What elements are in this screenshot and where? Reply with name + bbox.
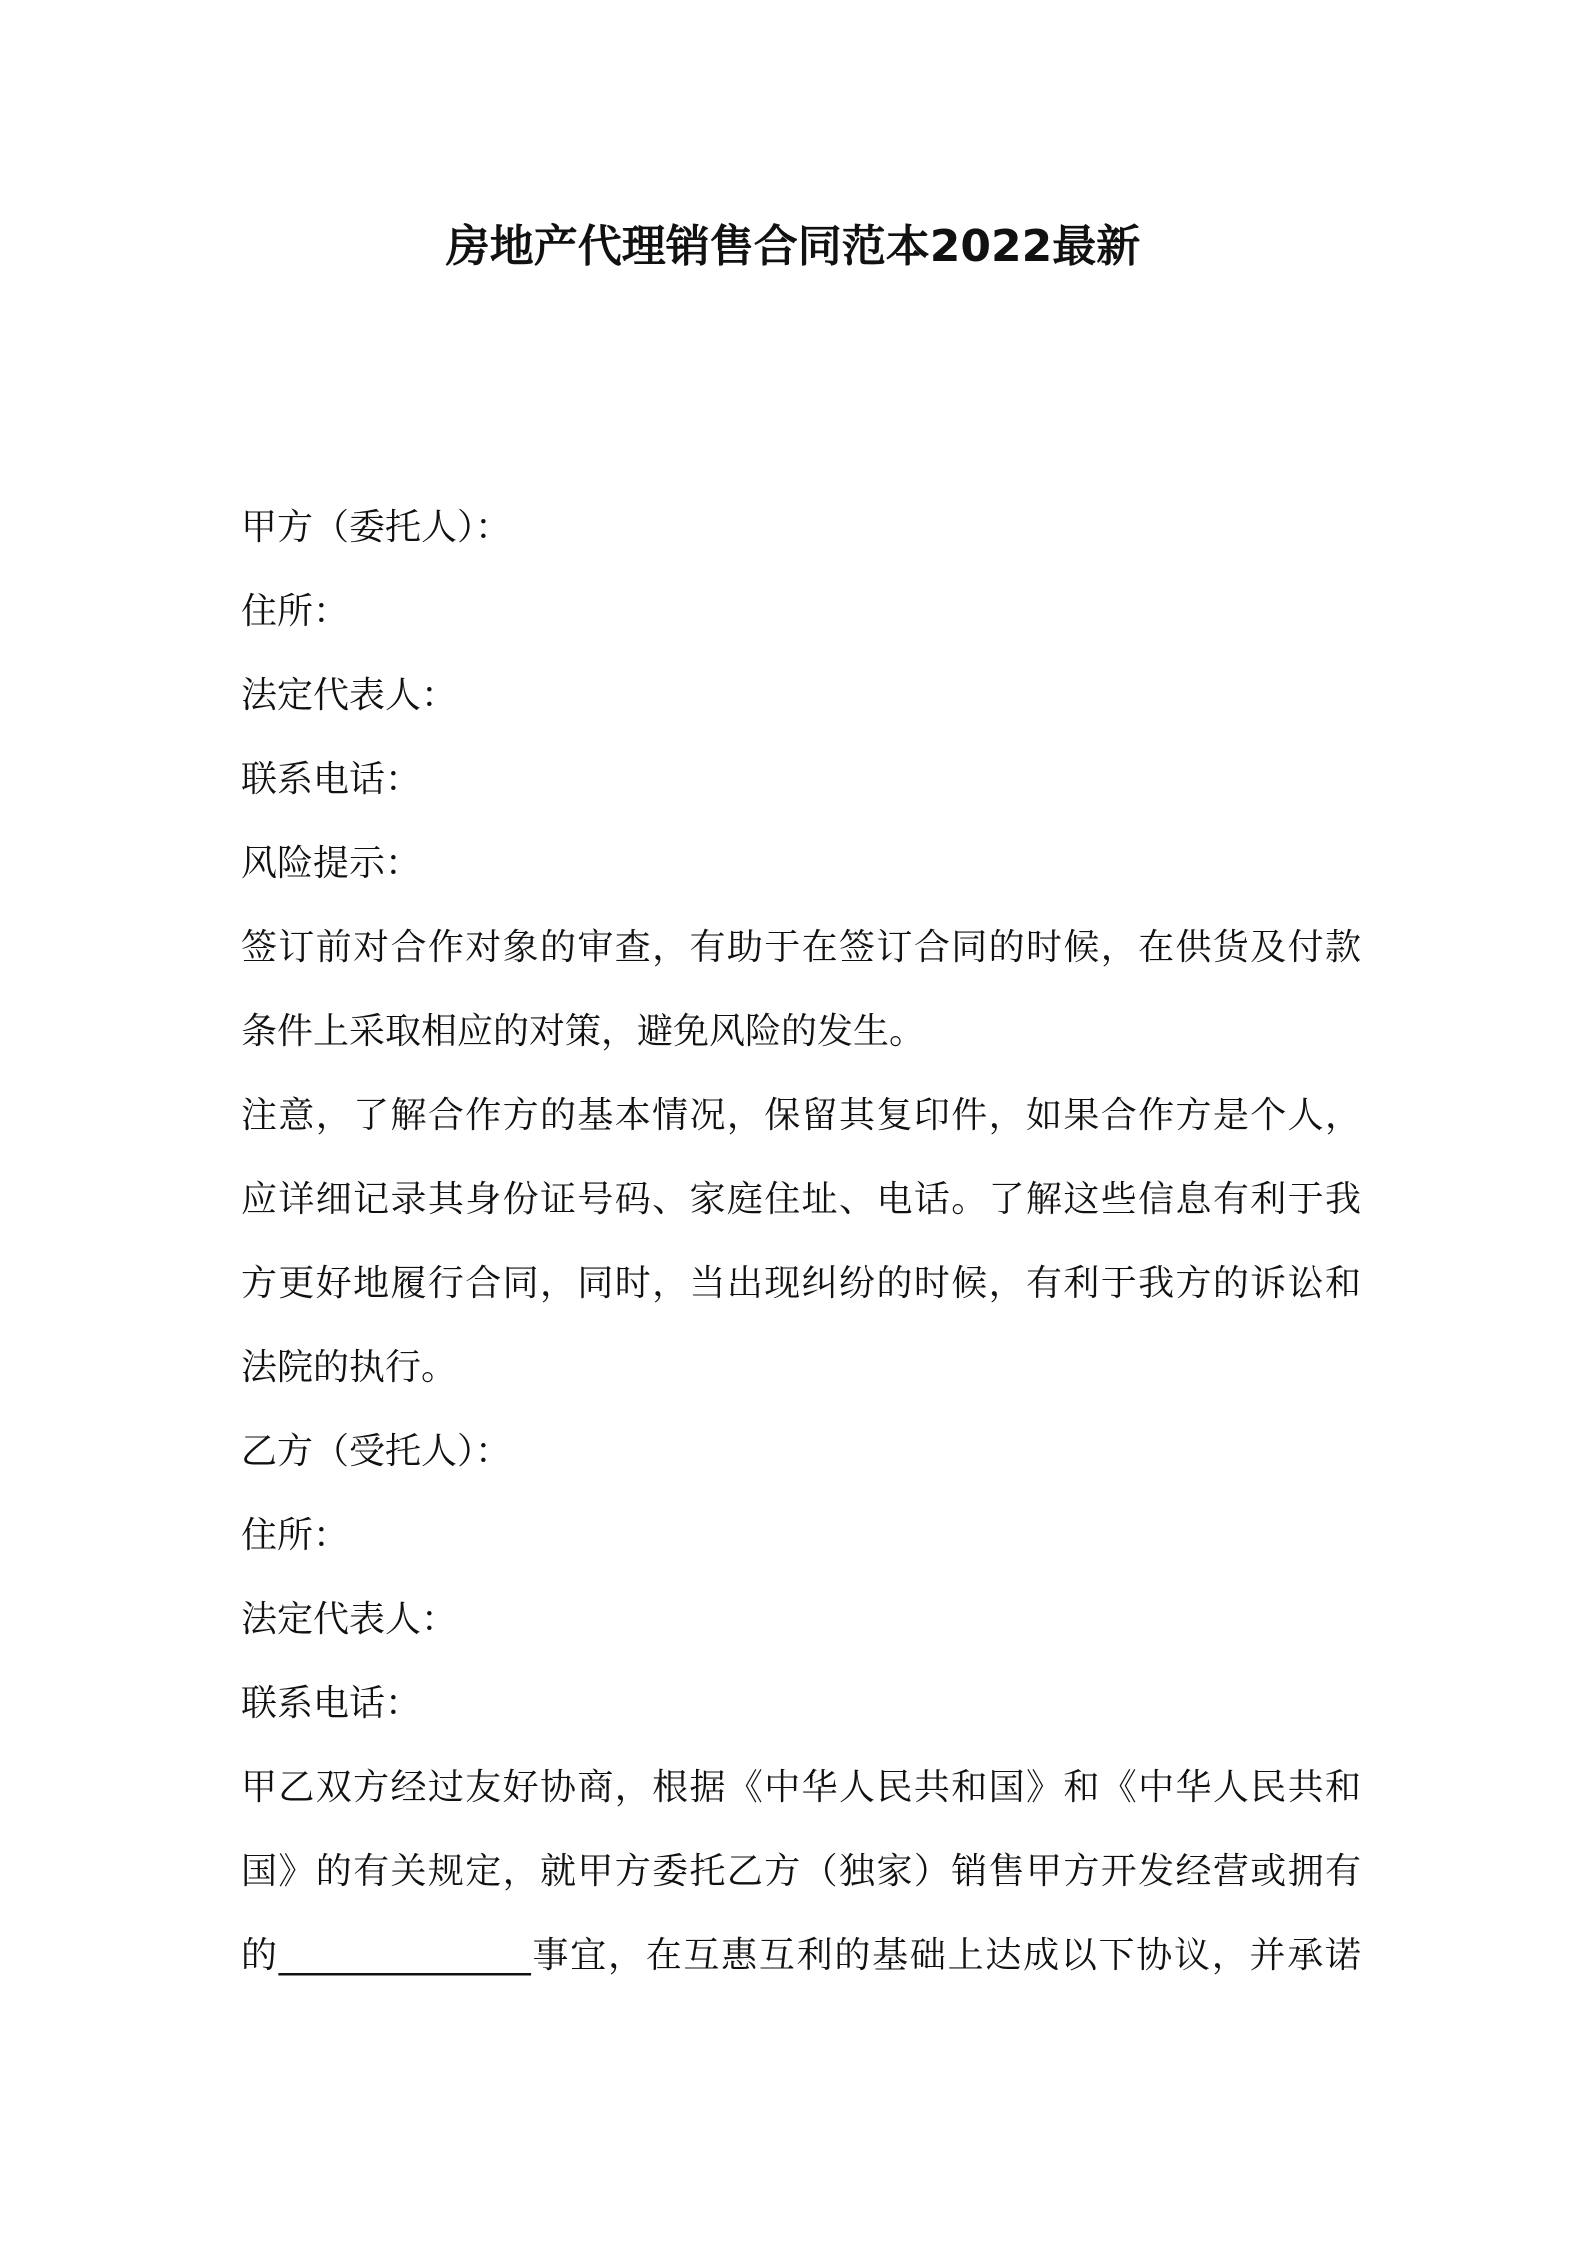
document-line: 注意，了解合作方的基本情况，保留其复印件，如果合作方是个人， — [241, 1095, 1361, 1136]
document-line: 住所： — [241, 591, 350, 632]
document-line: 甲方（委托人）： — [241, 507, 512, 548]
document-title: 房地产代理销售合同范本2022最新 — [445, 221, 1141, 272]
document-line: 乙方（受托人）： — [241, 1431, 512, 1472]
document-line: 风险提示： — [241, 843, 422, 884]
document-line: 应详细记录其身份证号码、家庭住址、电话。了解这些信息有利于我 — [241, 1179, 1361, 1220]
document-line: 联系电话： — [241, 1683, 422, 1724]
document-body — [241, 486, 1361, 1998]
document-line: 国》的有关规定，就甲方委托乙方（独家）销售甲方开发经营或拥有 — [241, 1851, 1361, 1892]
document-line: 条件上采取相应的对策，避免风险的发生。 — [241, 1011, 926, 1052]
document-line: 签订前对合作对象的审查，有助于在签订合同的时候，在供货及付款 — [241, 927, 1361, 968]
document-line: 法院的执行。 — [241, 1347, 458, 1388]
document-line: 联系电话： — [241, 759, 422, 800]
document-line: 法定代表人： — [241, 1599, 458, 1640]
document-line: 法定代表人： — [241, 675, 458, 716]
document-line: 住所： — [241, 1515, 350, 1556]
document-line: 方更好地履行合同，同时，当出现纠纷的时候，有利于我方的诉讼和 — [241, 1263, 1361, 1304]
document-line: 甲乙双方经过友好协商，根据《中华人民共和国》和《中华人民共和 — [241, 1767, 1361, 1808]
document-line: 的______________事宜，在互惠互利的基础上达成以下协议，并承诺 — [241, 1935, 1361, 1976]
